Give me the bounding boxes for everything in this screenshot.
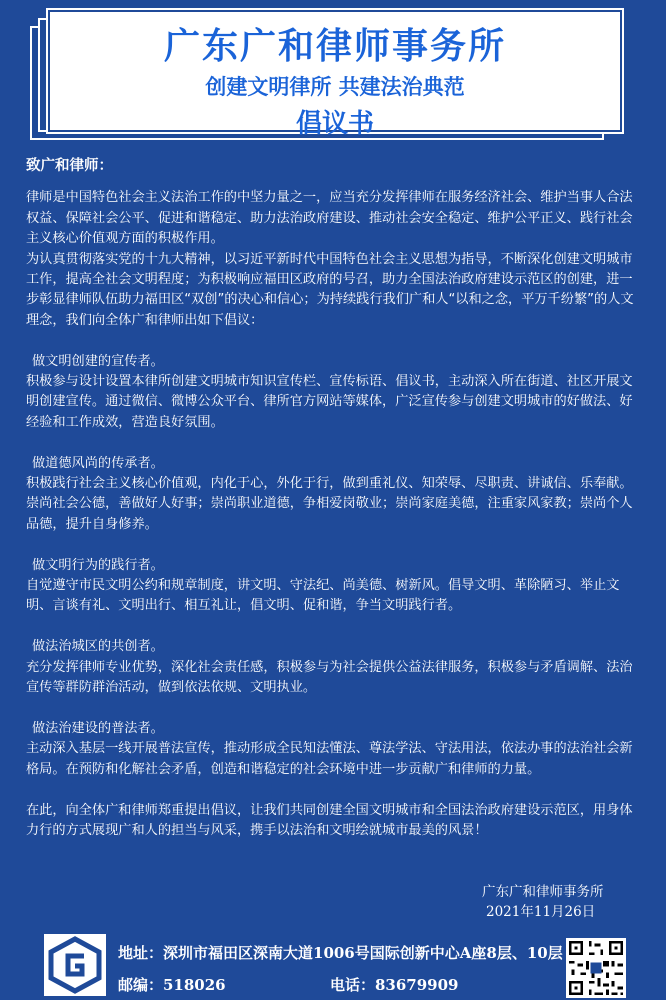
header <box>0 0 666 150</box>
section-heading: 做法治城区的共创者。 <box>32 639 164 655</box>
section-heading: 做道德风尚的传承者。 <box>32 455 164 471</box>
section-heading: 做文明行为的践行者。 <box>32 557 164 573</box>
section-heading: 做文明创建的宣传者。 <box>32 353 164 369</box>
header-card <box>48 10 622 139</box>
section-body: 主动深入基层一线开展普法宣传，推动形成全民知法懂法、尊法学法、守法用法，依法办事的法治社会新格局。在预防和化解社会矛盾，创造和谐稳定的社会环境中进一步贡献广和律师的力量。 <box>26 741 633 777</box>
footer-postcode: 邮编：518026 <box>118 976 226 994</box>
firm-name: 广东广和律师事务所 <box>163 25 506 67</box>
section-body: 积极参与设计设置本律所创建文明城市知识宣传栏、宣传标语、倡议书，主动深入所在街道、社区开展文明创建宣传。通过微信、微博公众平台、律所官方网站等媒体，广泛宣传参与创建文明城市的好做法、好经验和工作成效，营造良好氛围。 <box>26 374 633 430</box>
section-body: 充分发挥律师专业优势，深化社会责任感，积极参与为社会提供公益法律服务，积极参与矛盾调解、法治宣传等群防群治活动，做到依法依规、文明执业。 <box>26 659 633 696</box>
section-body: 积极践行社会主义核心价值观，内化于心，外化于行，做到重礼仪、知荣辱、尽职责、讲诚信、乐奉献。崇尚社会公德，善做好人好事；崇尚职业道德，争相爱岗敬业；崇尚家庭美德，注重家风家教；崇尚个人品德，提升自身修养。 <box>26 476 633 532</box>
footer-address: 地址：深圳市福田区深南大道1006号国际创新中心A座8层、10层 <box>118 944 563 962</box>
letter-content <box>26 156 640 841</box>
section-body: 自觉遵守市民文明公约和规章制度，讲文明、守法纪、尚美德、树新风。倡导文明、革除陋习、举止文明、言谈有礼、文明出行、相互礼让，倡文明、促和谐，争当文明践行者。 <box>26 578 620 614</box>
signature-org: 广东广和律师事务所 <box>482 884 604 900</box>
qr-code-icon[interactable] <box>566 938 626 998</box>
firm-slogan: 创建文明律所 共建法治典范 <box>205 74 465 99</box>
intro-paragraph-2: 为认真贯彻落实党的十九大精神，以习近平新时代中国特色社会主义思想为指导，不断深化创建文明城市工作，提高全社会文明程度；为积极响应福田区政府的号召，助力全国法治政府建设示范区的创建，进一步彰显律师队伍助力福田区“双创”的决心和信心；为持续践行我们广和人“以和之念，平万千纷繁”的人文理念，我们向全体广和律师出如下倡议： <box>26 251 634 328</box>
signature-block <box>482 882 632 922</box>
footer-phone: 电话：83679909 <box>330 976 459 994</box>
section-heading: 做法治建设的普法者。 <box>32 720 164 736</box>
firm-logo-icon <box>44 934 106 996</box>
intro-paragraph-1: 律师是中国特色社会主义法治工作的中坚力量之一，应当充分发挥律师在服务经济社会、维护当事人合法权益、保障社会公平、促进和谐稳定、助力法治政府建设、推动社会安全稳定、维护公平正义、践行社会主义核心价值观方面的积极作用。 <box>26 190 633 247</box>
signature-date: 2021年11月26日 <box>486 904 596 920</box>
document-title: 倡议书 <box>295 109 374 139</box>
footer <box>0 932 666 1000</box>
salutation: 致广和律师： <box>26 157 113 174</box>
closing-paragraph: 在此，向全体广和律师郑重提出倡议，让我们共同创建全国文明城市和全国法治政府建设示范区，用身体力行的方式展现广和人的担当与风采，携手以法治和文明绘就城市最美的风景！ <box>26 802 633 838</box>
